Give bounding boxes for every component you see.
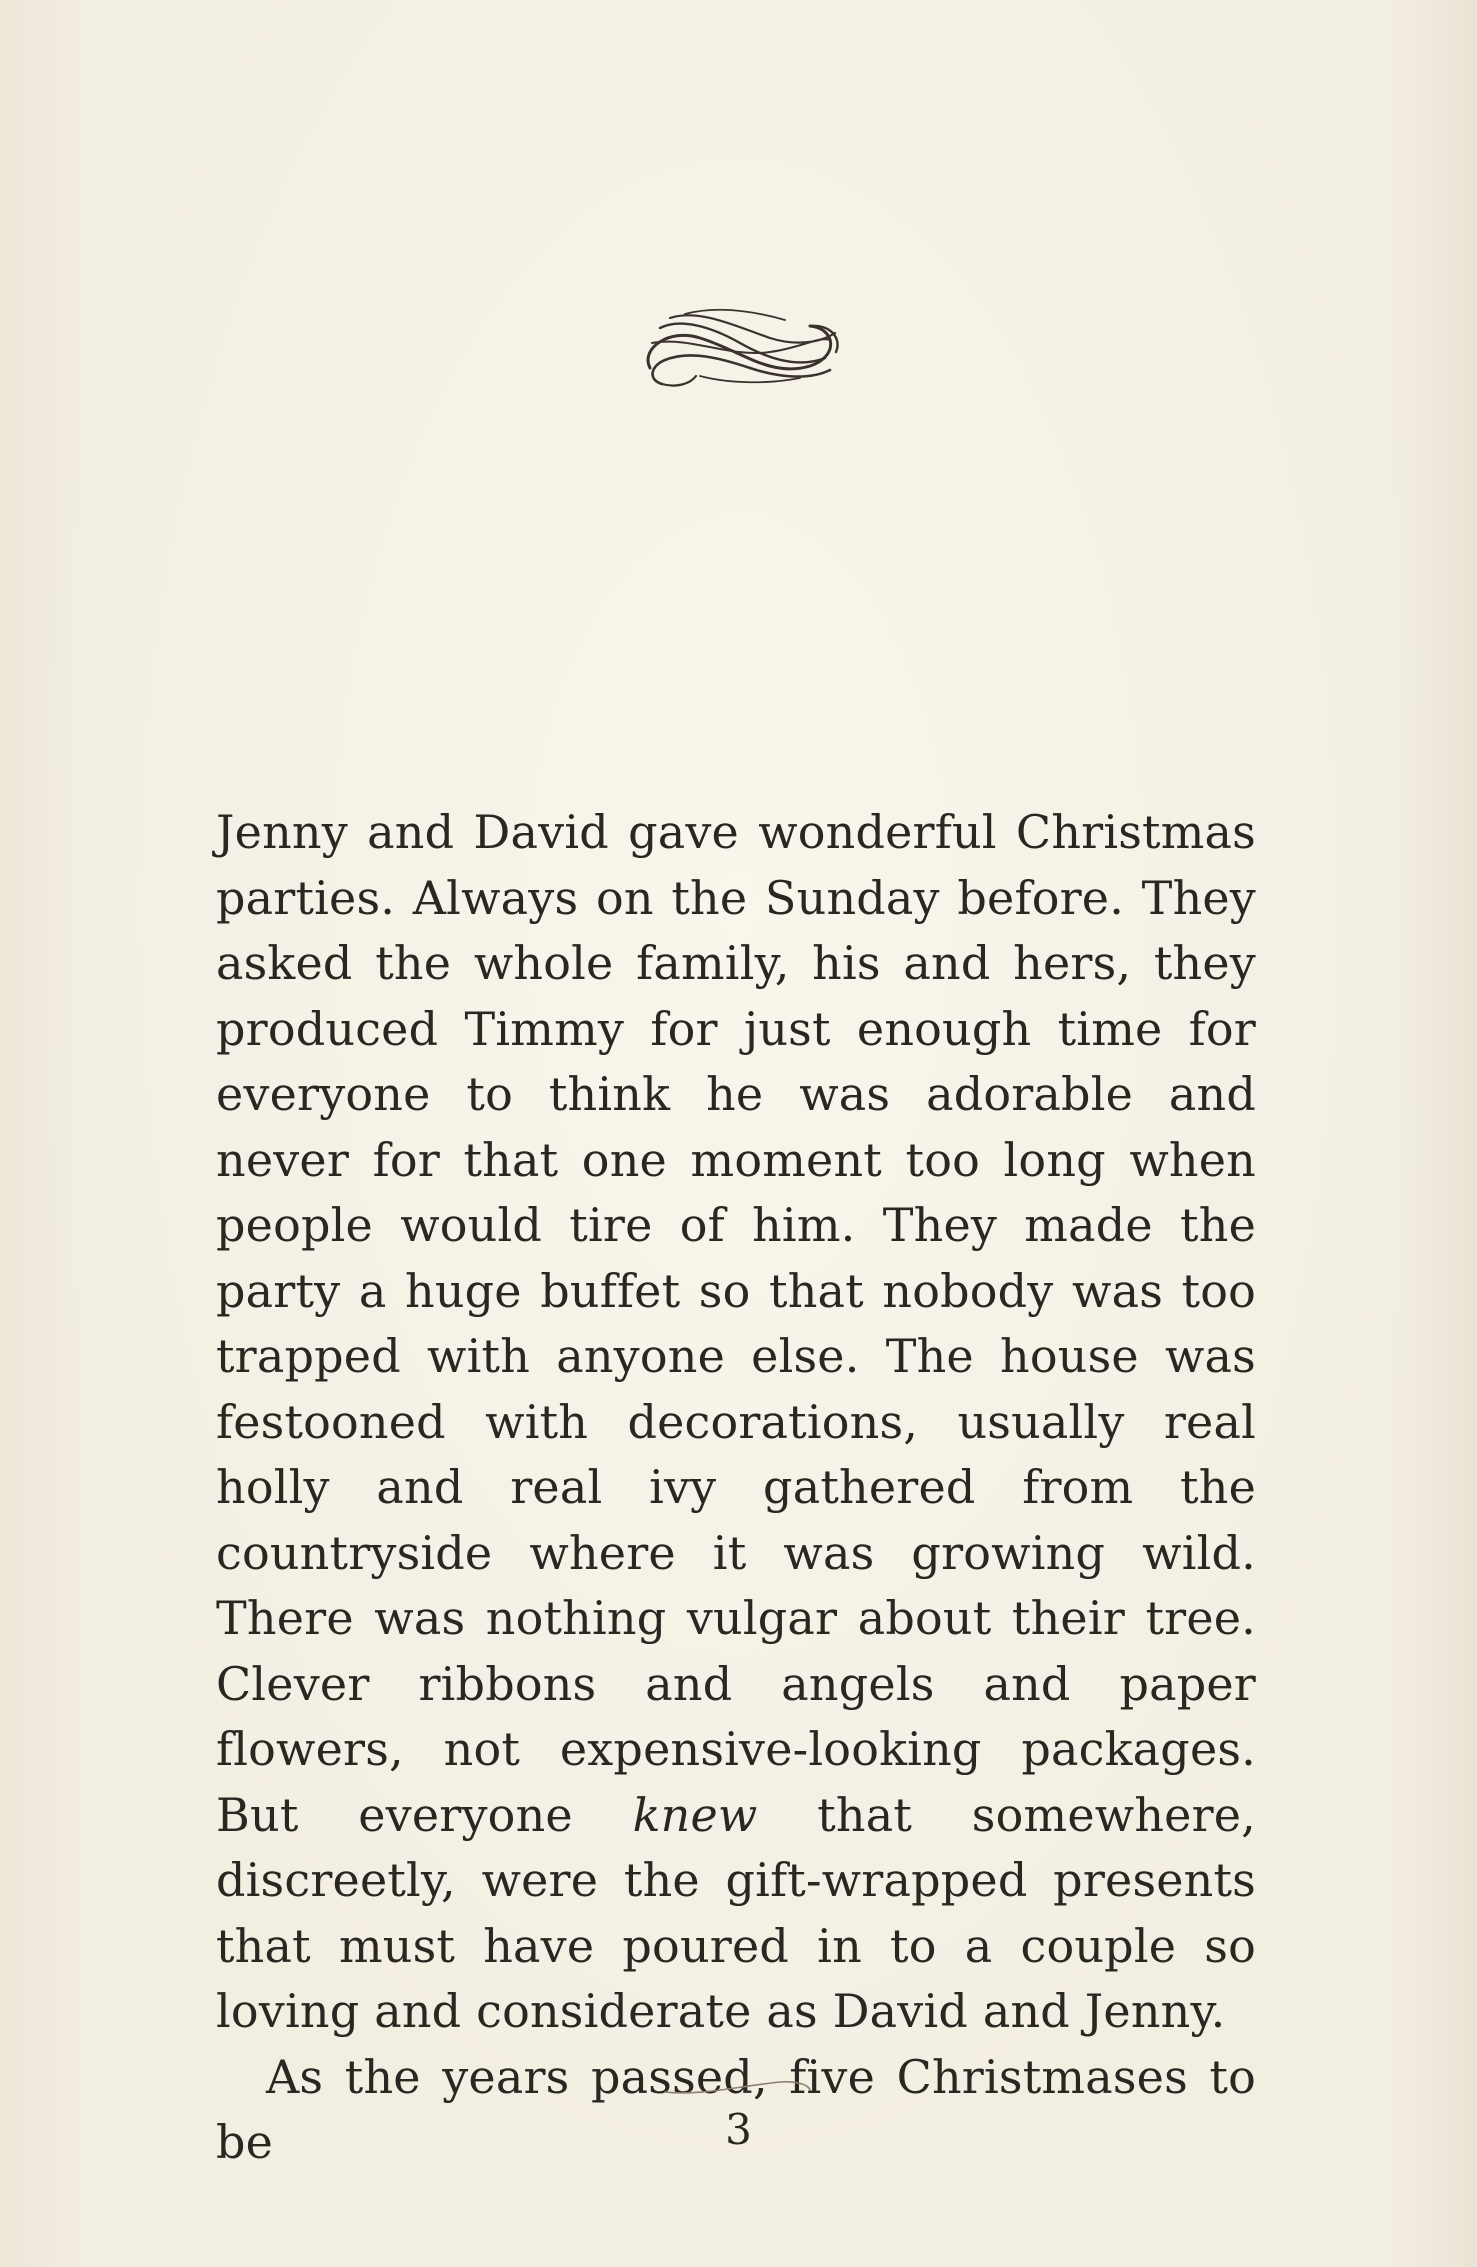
paragraph-1-text-b: that somewhere, discreetly, were the gift-wrapped presents that must have poured in to a couple so loving and considerate as David and Jenny. (216, 1787, 1257, 2038)
emphasis-word: knew (632, 1787, 758, 1842)
body-text (216, 800, 1256, 2176)
paragraph-1-text-a: Jenny and David gave wonderful Christmas parties. Always on the Sunday before. They asked the whole family, his and hers, they produced Timmy for just enough time for everyone to think he was adorable and never for that one moment too long when people would tire of him. They made the party a huge buffet so that nobody was too trapped with anyone else. The house was festooned with decorations, usually real holly and real ivy gathered from the countryside where it was growing wild. There was nothing vulgar about their tree. Clever ribbons and angels and paper flowers, not expensive-looking packages. But everyone (216, 805, 1256, 1842)
flourish-ornament-icon (630, 288, 850, 406)
paragraph-2: As the years passed, five Christmases to be (216, 2049, 1256, 2169)
paragraph-1 (216, 800, 1256, 2045)
page-number: 3 (725, 2105, 752, 2154)
tail-swash-icon (660, 2072, 820, 2102)
